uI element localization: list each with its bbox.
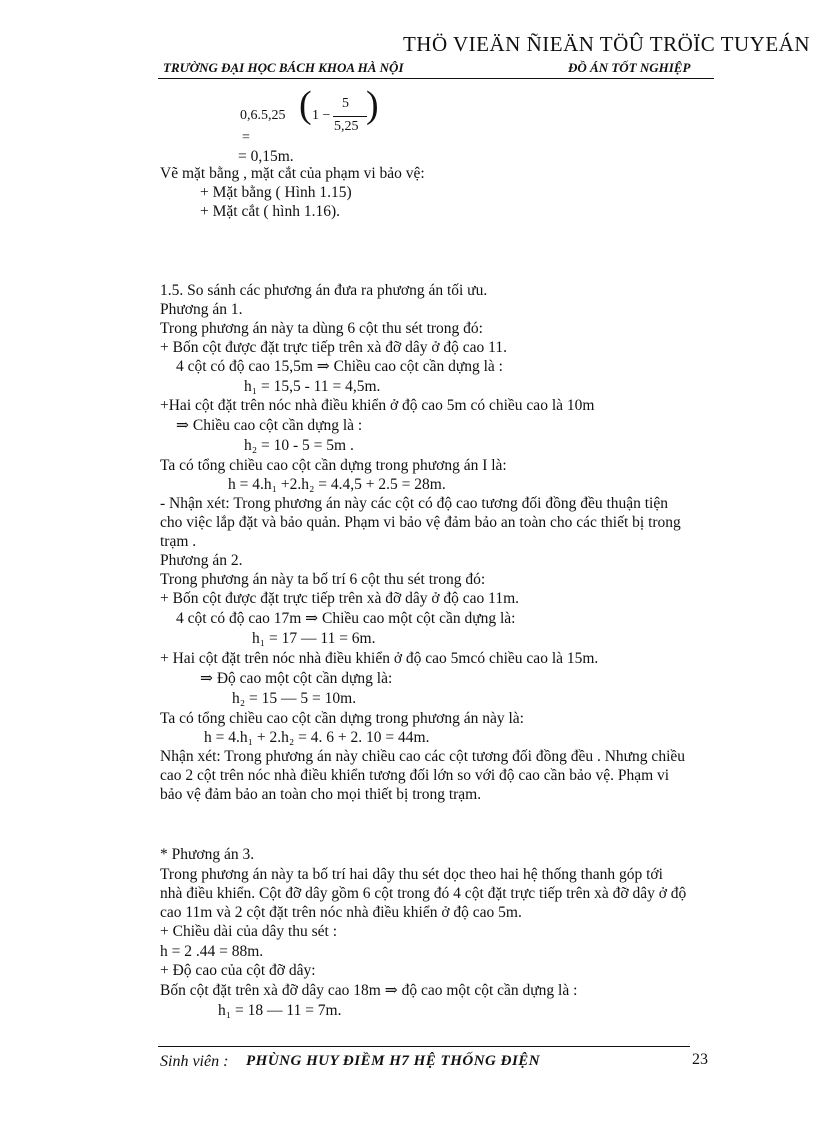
text-line: + Bốn cột được đặt trực tiếp trên xà đỡ dây ở độ cao 11m. (160, 590, 520, 607)
text-line: Phương án 1. (160, 301, 243, 318)
text-line: nhà điều khiển. Cột đỡ dây gồm 6 cột trong đó 4 cột đặt trực tiếp trên xà đỡ dây ở độ (160, 885, 687, 902)
text-line: + Độ cao của cột đỡ dây: (160, 962, 316, 979)
formula-denominator: 5,25 (334, 119, 359, 134)
footer-rule (158, 1046, 690, 1047)
text-line: Ta có tổng chiều cao cột cần dựng trong phương án này là: (160, 710, 524, 727)
text-line: Bốn cột đặt trên xà đỡ dây cao 18m ⇒ độ cao một cột cần dựng là : (160, 982, 578, 999)
footer-student-label: Sinh viên : (160, 1053, 229, 1070)
text-line: ⇒ Độ cao một cột cần dựng là: (200, 670, 393, 687)
text-line: 4 cột có độ cao 17m ⇒ Chiều cao một cột cần dựng là: (176, 610, 516, 627)
text-line: cao 2 cột trên nóc nhà điều khiển tương đối lớn so với độ cao cần bảo vệ. Phạm vi (160, 767, 670, 784)
text-line: Trong phương án này ta bố trí 6 cột thu sét trong đó: (160, 571, 486, 588)
text-line: ⇒ Chiều cao cột cần dựng là : (176, 417, 363, 434)
text-line: Ta có tổng chiều cao cột cần dựng trong phương án I là: (160, 457, 507, 474)
text-line: h = 2 .44 = 88m. (160, 943, 264, 960)
text-line: +Hai cột đặt trên nóc nhà điều khiển ở độ cao 5m có chiều cao là 10m (160, 397, 595, 414)
formula-numerator: 5 (342, 96, 349, 111)
text-line: Trong phương án này ta bố trí hai dây thu sét dọc theo hai hệ thống thanh góp tới (160, 866, 663, 883)
watermark-text: THÖ VIEÄN ÑIEÄN TÖÛ TRÖÏC TUYEÁN (402, 32, 810, 56)
text-line: cho việc lắp đặt và bảo quản. Phạm vi bảo vệ đảm bảo an toàn cho các thiết bị trong (160, 514, 681, 531)
text-line: + Bốn cột được đặt trực tiếp trên xà đỡ dây ở độ cao 11. (160, 339, 507, 356)
section-heading: 1.5. So sánh các phương án đưa ra phương án tối ưu. (160, 282, 488, 299)
footer-student-name: PHÙNG HUY ĐIỀM H7 HỆ THỐNG ĐIỆN (246, 1053, 541, 1069)
text-line: h₁ = 17 — 11 = 6m. (252, 630, 376, 647)
text-line: + Mặt bằng ( Hình 1.15) (200, 184, 352, 201)
document-type: ĐỒ ÁN TỐT NGHIỆP (568, 60, 691, 75)
text-line: Phương án 2. (160, 552, 243, 569)
text-line: + Hai cột đặt trên nóc nhà điều khiển ở độ cao 5mcó chiều cao là 15m. (160, 650, 599, 667)
text-line: - Nhận xét: Trong phương án này các cột có độ cao tương đối đồng đều thuận tiện (160, 495, 668, 512)
page-number: 23 (692, 1051, 708, 1068)
text-line: + Chiều dài của dây thu sét : (160, 923, 338, 940)
text-line: h = 4.h₁ +2.h₂ = 4.4,5 + 2.5 = 28m. (228, 476, 446, 493)
text-line: h = 4.h₁ + 2.h₂ = 4. 6 + 2. 10 = 44m. (204, 729, 430, 746)
text-line: h₂ = 15 — 5 = 10m. (232, 690, 357, 707)
formula-result: = 0,15m. (238, 148, 294, 165)
school-name: TRƯỜNG ĐẠI HỌC BÁCH KHOA HÀ NỘI (163, 60, 404, 75)
formula-left-paren: ( (299, 84, 312, 126)
text-line: h₁ = 15,5 - 11 = 4,5m. (244, 378, 381, 395)
text-line: h₁ = 18 — 11 = 7m. (218, 1002, 342, 1019)
text-line: 4 cột có độ cao 15,5m ⇒ Chiều cao cột cần dựng là : (176, 358, 503, 375)
formula-prefix: 0,6.5,25 (240, 108, 286, 123)
text-line: cao 11m và 2 cột đặt trên nóc nhà điều khiển ở độ cao 5m. (160, 904, 522, 921)
text-line: Trong phương án này ta dùng 6 cột thu sét trong đó: (160, 320, 483, 337)
text-line: bảo vệ đảm bảo an toàn cho mọi thiết bị trong trạm. (160, 786, 482, 803)
formula-one-minus: 1 − (312, 108, 331, 123)
formula-right-paren: ) (366, 84, 379, 126)
text-line: Nhận xét: Trong phương án này chiều cao các cột tương đối đồng đều . Nhưng chiều (160, 748, 686, 765)
text-line: + Mặt cắt ( hình 1.16). (200, 203, 341, 220)
formula-equals: = (242, 130, 250, 145)
section-heading: * Phương án 3. (160, 846, 255, 863)
text-line: h₂ = 10 - 5 = 5m . (244, 437, 354, 454)
text-line: Vẽ mặt bằng , mặt cắt của phạm vi bảo vệ: (160, 165, 425, 182)
text-line: trạm . (160, 533, 197, 550)
